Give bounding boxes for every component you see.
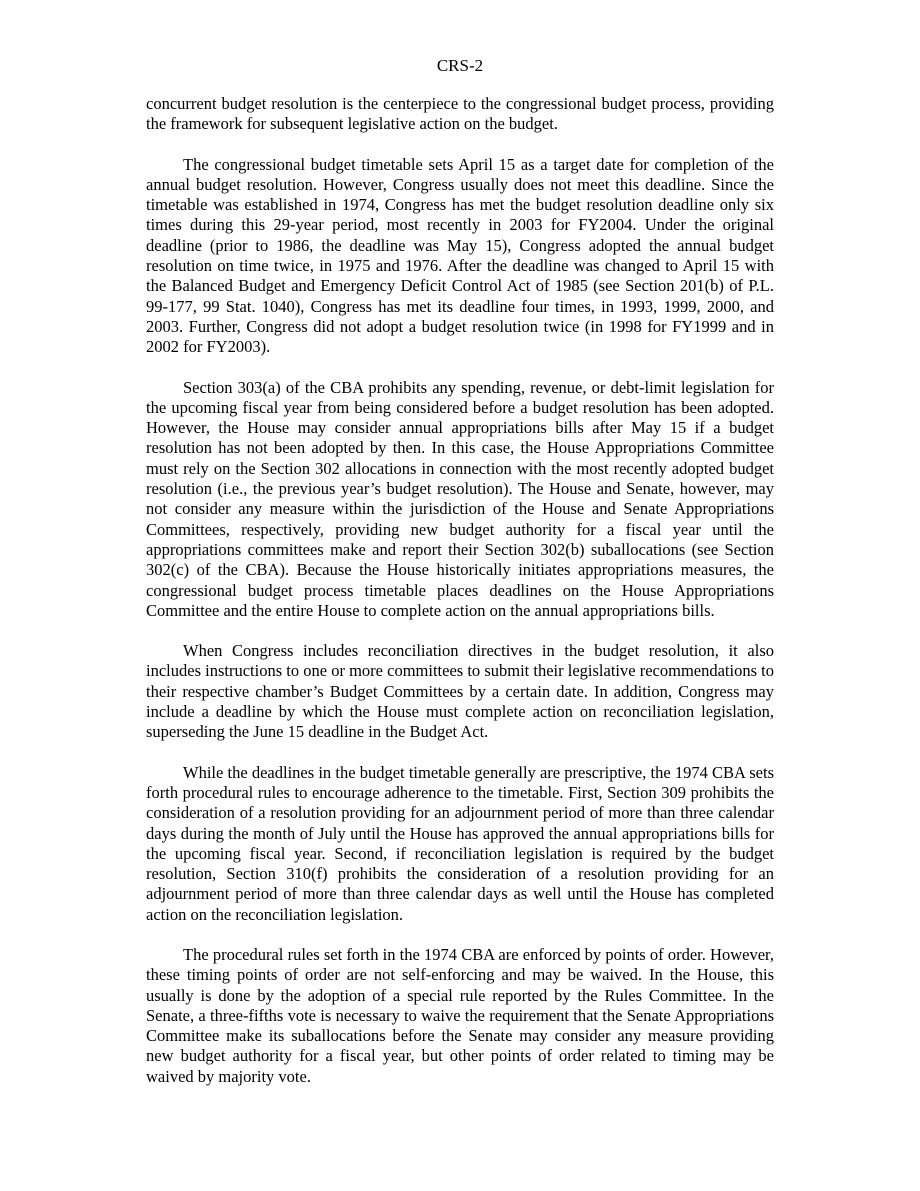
paragraph-reconciliation-directives: When Congress includes reconciliation directives in the budget resolution, it also includes instructions to one or more committees to submit their legislative recommendations to their respective chamber’s Budget Committees by a certain date. In addition, Congress may include a deadline by which the House must complete action on reconciliation legislation, superseding the June 15 deadline in the Budget Act. (146, 641, 774, 742)
paragraph-continued: concurrent budget resolution is the centerpiece to the congressional budget process, providing the framework for subsequent legislative action on the budget. (146, 94, 774, 134)
paragraph-points-of-order: The procedural rules set forth in the 1974 CBA are enforced by points of order. However, these timing points of order are not self-enforcing and may be waived. In the House, this usually is done by the adoption of a special rule reported by the Rules Committee. In the Senate, a three-fifths vote is necessary to waive the requirement that the Senate Appropriations Committee make its suballocations before the Senate may consider any measure providing new budget authority for a fiscal year, but other points of order related to timing may be waived by majority vote. (146, 944, 774, 1086)
paragraph-budget-timetable: The congressional budget timetable sets April 15 as a target date for completion of the annual budget resolution. However, Congress usually does not meet this deadline. Since the timetable was established in 1974, Congress has met the budget resolution deadline only six times during this 29-year period, most recently in 2003 for FY2004. Under the original deadline (prior to 1986, the deadline was May 15), Congress adopted the annual budget resolution on time twice, in 1975 and 1976. After the deadline was changed to April 15 with the Balanced Budget and Emergency Deficit Control Act of 1985 (see Section 201(b) of P.L. 99-177, 99 Stat. 1040), Congress has met its deadline four times, in 1993, 1999, 2000, and 2003. Further, Congress did not adopt a budget resolution twice (in 1998 for FY1999 and in 2002 for FY2003). (146, 154, 774, 357)
paragraph-procedural-rules: While the deadlines in the budget timetable generally are prescriptive, the 1974 CBA sets forth procedural rules to encourage adherence to the timetable. First, Section 309 prohibits the consideration of a resolution providing for an adjournment period of more than three calendar days during the month of July until the House has approved the annual appropriations bills for the upcoming fiscal year. Second, if reconciliation legislation is required by the budget resolution, Section 310(f) prohibits the consideration of a resolution providing for an adjournment period of more than three calendar days as well until the House has completed action on the reconciliation legislation. (146, 762, 774, 924)
page-number-header: CRS-2 (436, 56, 484, 75)
paragraph-section-303a: Section 303(a) of the CBA prohibits any spending, revenue, or debt-limit legislation for the upcoming fiscal year from being considered before a budget resolution has been adopted. However, the House may consider annual appropriations bills after May 15 if a budget resolution has not been adopted by then. In this case, the House Appropriations Committee must rely on the Section 302 allocations in connection with the most recently adopted budget resolution (i.e., the previous year’s budget resolution). The House and Senate, however, may not consider any measure within the jurisdiction of the House and Senate Appropriations Committees, respectively, providing new budget authority for a fiscal year until the appropriations committees make and report their Section 302(b) suballocations (see Section 302(c) of the CBA). Because the House historically initiates appropriations measures, the congressional budget process timetable places deadlines on the House Appropriations Committee and the entire House to complete action on the annual appropriations bills. (146, 377, 774, 620)
document-body (146, 94, 774, 1107)
